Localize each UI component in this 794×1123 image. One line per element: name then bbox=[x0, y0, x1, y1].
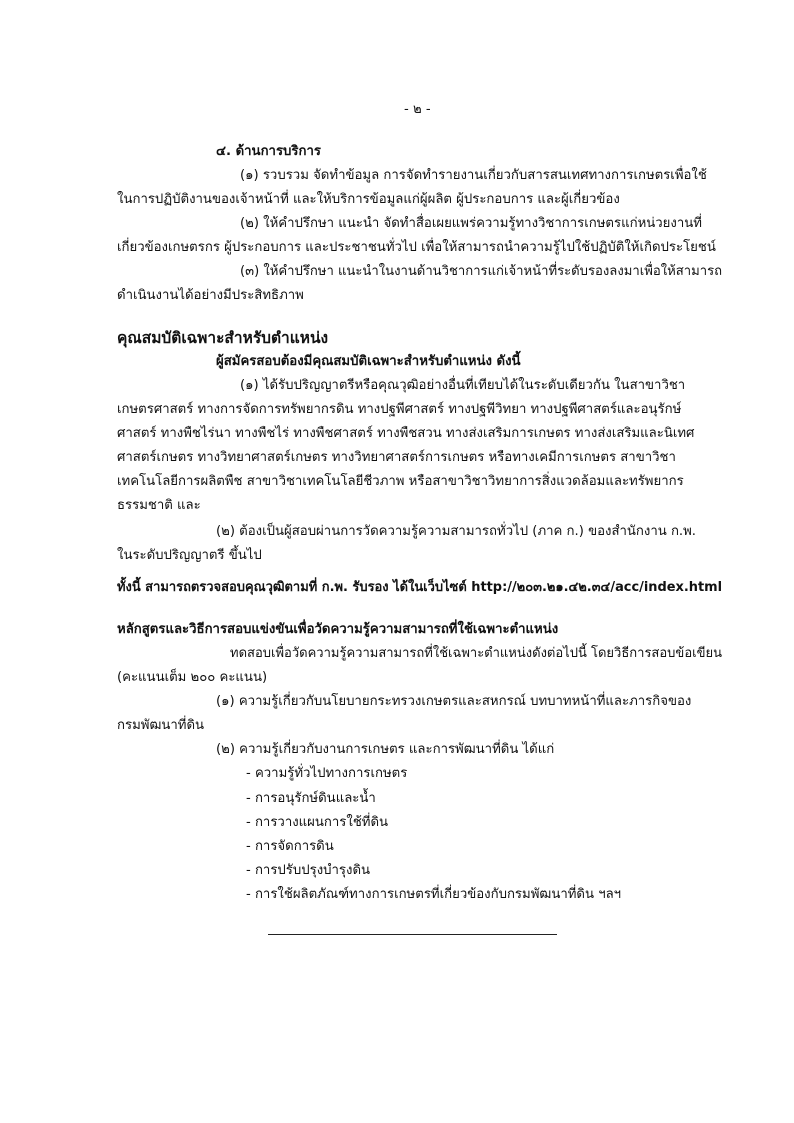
qualification-1-line-4: ศาสตร์เกษตร ทางวิทยาศาสตร์เกษตร ทางวิทยาศาสตร์การเกษตร หรือทางเคมีการเกษตร สาขาวิชา bbox=[117, 450, 676, 465]
qualification-verify-note: ทั้งนี้ สามารถตรวจสอบคุณวุฒิตามที่ ก.พ. รับรอง ได้ในเว็บไซต์ http://๒๐๓.๒๑.๔๒.๓๔/acc/index.html bbox=[117, 580, 723, 595]
qualification-1-line-6: ธรรมชาติ และ bbox=[117, 498, 201, 513]
page-number: - ๒ - bbox=[404, 102, 431, 117]
exam-item-1-line-1: (๑) ความรู้เกี่ยวกับนโยบายกระทรวงเกษตรและสหกรณ์ บทบาทหน้าที่และภารกิจของ bbox=[216, 694, 692, 709]
service-item-1-line-1: (๑) รวบรวม จัดทำข้อมูล การจัดทำรายงานเกี่ยวกับสารสนเทศทางการเกษตรเพื่อใช้ bbox=[240, 168, 707, 183]
service-heading: ๔. ด้านการบริการ bbox=[216, 144, 321, 159]
exam-topic-item: - การใช้ผลิตภัณฑ์ทางการเกษตรที่เกี่ยวข้องกับกรมพัฒนาที่ดิน ฯลฯ bbox=[246, 887, 622, 902]
exam-intro-line-1: ทดสอบเพื่อวัดความรู้ความสามารถที่ใช้เฉพาะตำแหน่งดังต่อไปนี้ โดยวิธีการสอบข้อเขียน bbox=[230, 646, 722, 661]
qualifications-heading: คุณสมบัติเฉพาะสำหรับตำแหน่ง bbox=[117, 329, 329, 347]
end-divider bbox=[268, 934, 557, 935]
qualifications-subheading: ผู้สมัครสอบต้องมีคุณสมบัติเฉพาะสำหรับตำแหน่ง ดังนี้ bbox=[216, 354, 521, 369]
exam-topic-item: - การจัดการดิน bbox=[246, 839, 334, 854]
exam-topic-item: - ความรู้ทั่วไปทางการเกษตร bbox=[246, 766, 408, 781]
exam-item-2: (๒) ความรู้เกี่ยวกับงานการเกษตร และการพัฒนาที่ดิน ได้แก่ bbox=[216, 742, 555, 757]
qualification-1-line-2: เกษตรศาสตร์ ทางการจัดการทรัพยากรดิน ทางปฐพีศาสตร์ ทางปฐพีวิทยา ทางปฐพีศาสตร์และอนุรักษ์ bbox=[117, 402, 682, 417]
exam-heading: หลักสูตรและวิธีการสอบแข่งขันเพื่อวัดความรู้ความสามารถที่ใช้เฉพาะตำแหน่ง bbox=[117, 622, 559, 637]
qualification-1-line-5: เทคโนโลยีการผลิตพืช สาขาวิชาเทคโนโลยีชีวภาพ หรือสาขาวิชาวิทยาการสิ่งแวดล้อมและทรัพยากร bbox=[117, 474, 684, 489]
service-item-3-line-2: ดำเนินงานได้อย่างมีประสิทธิภาพ bbox=[117, 288, 304, 303]
exam-topic-item: - การวางแผนการใช้ที่ดิน bbox=[246, 815, 389, 830]
exam-topic-item: - การอนุรักษ์ดินและน้ำ bbox=[246, 791, 376, 806]
service-item-2-line-2: เกี่ยวข้องเกษตรกร ผู้ประกอบการ และประชาชนทั่วไป เพื่อให้สามารถนำความรู้ไปใช้ปฏิบัติให้เกิดประโยชน์ bbox=[117, 240, 716, 255]
exam-item-1-line-2: กรมพัฒนาที่ดิน bbox=[117, 718, 205, 733]
qualification-2-line-2: ในระดับปริญญาตรี ขึ้นไป bbox=[117, 548, 262, 563]
exam-topic-item: - การปรับปรุงบำรุงดิน bbox=[246, 863, 371, 878]
exam-intro-line-2: (คะแนนเต็ม ๒๐๐ คะแนน) bbox=[117, 670, 268, 685]
qualification-1-line-1: (๑) ได้รับปริญญาตรีหรือคุณวุฒิอย่างอื่นที่เทียบได้ในระดับเดียวกัน ในสาขาวิชา bbox=[240, 378, 686, 393]
service-item-3-line-1: (๓) ให้คำปรึกษา แนะนำในงานด้านวิชาการแก่เจ้าหน้าที่ระดับรองลงมาเพื่อให้สามารถ bbox=[240, 264, 723, 279]
service-item-2-line-1: (๒) ให้คำปรึกษา แนะนำ จัดทำสื่อเผยแพร่ความรู้ทางวิชาการเกษตรแก่หน่วยงานที่ bbox=[240, 216, 702, 231]
service-item-1-line-2: ในการปฏิบัติงานของเจ้าหน้าที่ และให้บริการข้อมูลแก่ผู้ผลิต ผู้ประกอบการ และผู้เกี่ยวข้อง bbox=[117, 192, 620, 207]
qualification-2-line-1: (๒) ต้องเป็นผู้สอบผ่านการวัดความรู้ความสามารถทั่วไป (ภาค ก.) ของสำนักงาน ก.พ. bbox=[216, 524, 697, 539]
qualification-1-line-3: ศาสตร์ ทางพืชไร่นา ทางพืชไร่ ทางพืชศาสตร์ ทางพืชสวน ทางส่งเสริมการเกษตร ทางส่งเสริมและนิเทศ bbox=[117, 426, 695, 441]
